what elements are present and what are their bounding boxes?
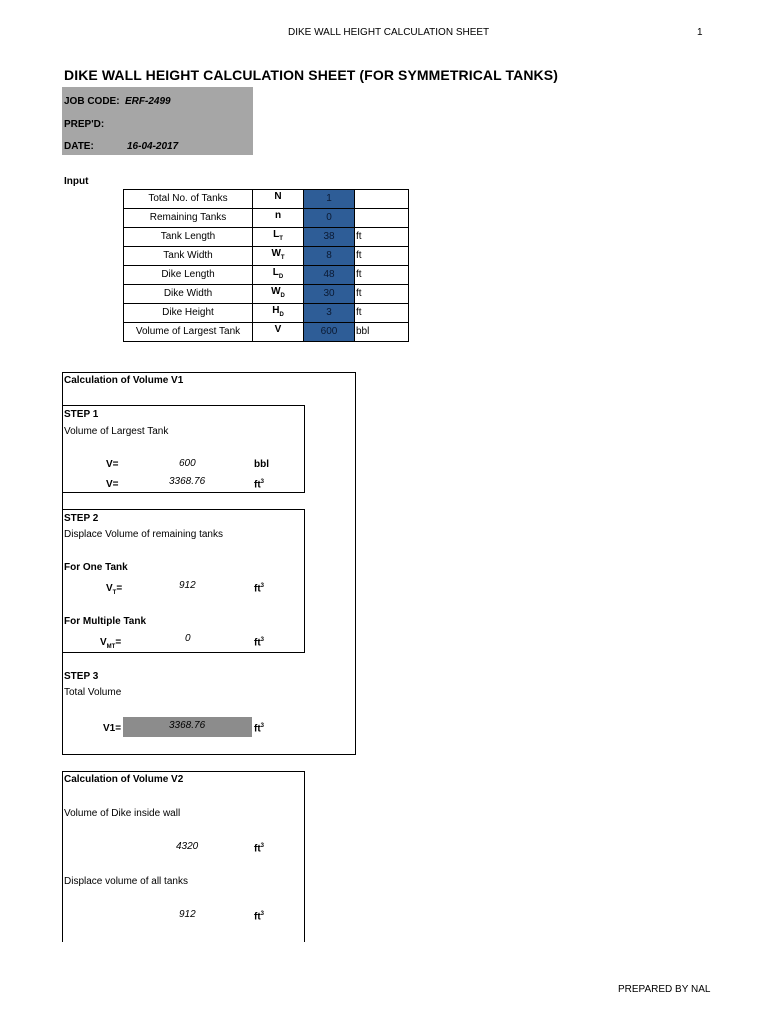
input-row xyxy=(124,190,409,209)
v1-total-unit: $ft^3$ xyxy=(254,723,265,735)
document-title: DIKE WALL HEIGHT CALCULATION SHEET (FOR SYMMETRICAL TANKS) xyxy=(64,67,558,83)
step3-desc: Total Volume xyxy=(64,687,122,698)
input-unit: ft xyxy=(355,285,409,304)
input-symbol: n xyxy=(253,209,304,228)
step1-v-value: 600 xyxy=(179,458,196,469)
input-value: 600 xyxy=(304,323,355,342)
vt-unit: $ft^3$ xyxy=(254,583,265,595)
v1-total-value: 3368.76 xyxy=(169,720,206,731)
step1-desc: Volume of Largest Tank xyxy=(64,426,169,437)
input-name: Tank Width xyxy=(124,247,253,266)
input-value: 48 xyxy=(304,266,355,285)
input-value: 0 xyxy=(304,209,355,228)
input-table xyxy=(123,189,409,342)
v1-total-label: V1= xyxy=(103,723,122,734)
step1-v-ft-unit: $ft^3$ xyxy=(254,479,265,491)
vmt-value: 0 xyxy=(185,633,191,644)
input-row xyxy=(124,247,409,266)
input-symbol: $L_D$ xyxy=(253,266,304,285)
input-unit xyxy=(355,209,409,228)
input-value: 38 xyxy=(304,228,355,247)
input-symbol: $W_D$ xyxy=(253,285,304,304)
input-value: 8 xyxy=(304,247,355,266)
input-row xyxy=(124,285,409,304)
dike-volume-value: 4320 xyxy=(176,841,199,852)
prepared-by: PREPARED BY NAL xyxy=(618,984,711,995)
input-value: 30 xyxy=(304,285,355,304)
input-unit: ft xyxy=(355,228,409,247)
prepd-label: PREP'D: xyxy=(64,119,105,130)
input-name: Total No. of Tanks xyxy=(124,190,253,209)
input-unit: ft xyxy=(355,304,409,323)
v1-heading: Calculation of Volume V1 xyxy=(64,375,184,386)
input-unit xyxy=(355,190,409,209)
page-number: 1 xyxy=(697,27,703,38)
input-symbol: $W_T$ xyxy=(253,247,304,266)
job-code-value: ERF-2499 xyxy=(125,96,171,107)
date-label: DATE: xyxy=(64,141,94,152)
displace-volume-unit: $ft^3$ xyxy=(254,911,265,923)
input-row xyxy=(124,304,409,323)
input-value: 1 xyxy=(304,190,355,209)
job-info-box xyxy=(62,87,253,155)
step2-desc: Displace Volume of remaining tanks xyxy=(64,529,223,540)
input-name: Dike Length xyxy=(124,266,253,285)
input-symbol: N xyxy=(253,190,304,209)
input-name: Tank Length xyxy=(124,228,253,247)
input-name: Dike Width xyxy=(124,285,253,304)
input-name: Volume of Largest Tank xyxy=(124,323,253,342)
input-label: Input xyxy=(64,176,89,187)
input-row xyxy=(124,228,409,247)
input-unit: bbl xyxy=(355,323,409,342)
input-value: 3 xyxy=(304,304,355,323)
input-symbol: V xyxy=(253,323,304,342)
one-tank-heading: For One Tank xyxy=(64,562,128,573)
vt-label: $V_T=$ xyxy=(106,583,123,596)
job-code-label: JOB CODE: xyxy=(64,96,120,107)
page-header-title: DIKE WALL HEIGHT CALCULATION SHEET xyxy=(288,27,490,38)
step3-heading: STEP 3 xyxy=(64,671,99,682)
step1-v-ft-label: V= xyxy=(106,479,119,490)
date-value: 16-04-2017 xyxy=(127,141,179,152)
input-symbol: $H_D$ xyxy=(253,304,304,323)
step2-heading: STEP 2 xyxy=(64,513,99,524)
multi-tank-heading: For Multiple Tank xyxy=(64,616,147,627)
step1-v-unit: bbl xyxy=(254,459,269,470)
step1-heading: STEP 1 xyxy=(64,409,99,420)
step1-v-label: V= xyxy=(106,459,119,470)
input-symbol: $L_T$ xyxy=(253,228,304,247)
dike-volume-desc: Volume of Dike inside wall xyxy=(64,808,181,819)
displace-volume-value: 912 xyxy=(179,909,196,920)
input-name: Dike Height xyxy=(124,304,253,323)
vmt-unit: $ft^3$ xyxy=(254,637,265,649)
vt-value: 912 xyxy=(179,580,196,591)
input-unit: ft xyxy=(355,247,409,266)
displace-volume-desc: Displace volume of all tanks xyxy=(64,876,188,887)
step1-v-ft-value: 3368.76 xyxy=(169,476,206,487)
input-name: Remaining Tanks xyxy=(124,209,253,228)
v2-heading: Calculation of Volume V2 xyxy=(64,774,184,785)
input-unit: ft xyxy=(355,266,409,285)
input-row xyxy=(124,209,409,228)
vmt-label: $V_{MT}=$ xyxy=(100,637,122,650)
input-row xyxy=(124,266,409,285)
dike-volume-unit: $ft^3$ xyxy=(254,843,265,855)
input-row xyxy=(124,323,409,342)
